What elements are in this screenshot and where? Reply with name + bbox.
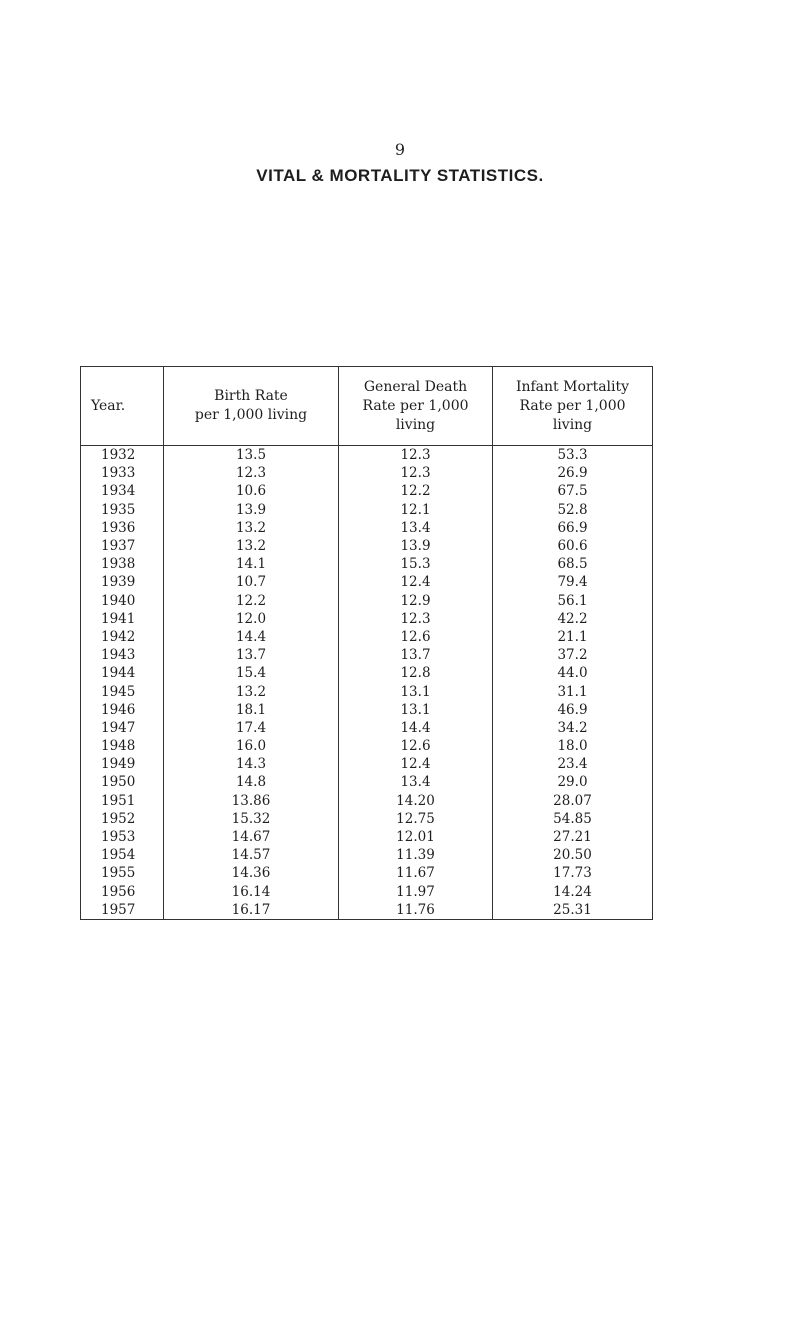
cell-birth-rate: 18.1 [164,701,339,719]
cell-death-rate: 13.7 [339,646,493,664]
cell-death-rate: 12.1 [339,501,493,519]
cell-year: 1953 [101,829,136,846]
cell-birth-rate: 14.8 [164,773,339,791]
cell-year: 1939 [101,574,136,591]
cell-birth-rate: 14.67 [164,828,339,846]
page-title: VITAL & MORTALITY STATISTICS. [256,166,544,185]
table-row [81,828,653,846]
table-row [81,555,653,573]
table-row [81,883,653,901]
cell-infant-mortality: 26.9 [493,464,653,482]
cell-infant-mortality: 44.0 [493,664,653,682]
cell-infant-mortality: 17.73 [493,864,653,882]
cell-year: 1955 [101,865,136,882]
cell-infant-mortality: 14.24 [493,883,653,901]
cell-year: 1941 [101,610,136,627]
cell-year: 1940 [101,592,136,609]
cell-infant-mortality: 79.4 [493,573,653,591]
cell-death-rate: 12.9 [339,592,493,610]
cell-birth-rate: 12.3 [164,464,339,482]
table-row [81,664,653,682]
cell-year: 1954 [101,847,136,864]
header-infant-line-1: Infant Mortality [515,378,630,395]
cell-death-rate: 14.20 [339,792,493,810]
cell-birth-rate: 17.4 [164,719,339,737]
cell-year: 1947 [101,719,136,736]
header-death-line-2: Rate per 1,000 [362,397,469,414]
cell-infant-mortality: 21.1 [493,628,653,646]
cell-birth-rate: 13.2 [164,537,339,555]
table-row [81,464,653,482]
cell-birth-rate: 15.4 [164,664,339,682]
table-row [81,592,653,610]
table-row [81,573,653,591]
cell-birth-rate: 16.17 [164,901,339,920]
table-row [81,682,653,700]
cell-birth-rate: 12.0 [164,610,339,628]
cell-infant-mortality: 23.4 [493,755,653,773]
cell-year: 1956 [101,883,136,900]
cell-year: 1937 [101,538,136,555]
header-infant-line-2: Rate per 1,000 [519,397,626,414]
cell-infant-mortality: 54.85 [493,810,653,828]
cell-infant-mortality: 31.1 [493,682,653,700]
cell-birth-rate: 12.2 [164,592,339,610]
cell-infant-mortality: 37.2 [493,646,653,664]
table-row [81,519,653,537]
cell-birth-rate: 14.1 [164,555,339,573]
cell-infant-mortality: 27.21 [493,828,653,846]
cell-death-rate: 12.6 [339,628,493,646]
cell-infant-mortality: 56.1 [493,592,653,610]
cell-infant-mortality: 18.0 [493,737,653,755]
cell-death-rate: 12.2 [339,482,493,500]
cell-birth-rate: 13.9 [164,501,339,519]
table-row [81,537,653,555]
page-number: 9 [394,140,406,159]
cell-death-rate: 13.1 [339,701,493,719]
header-birth-line-2: per 1,000 living [194,407,308,423]
cell-birth-rate: 13.7 [164,646,339,664]
cell-year: 1944 [101,665,136,682]
cell-infant-mortality: 25.31 [493,901,653,920]
cell-birth-rate: 10.7 [164,573,339,591]
cell-birth-rate: 16.0 [164,737,339,755]
table-row [81,482,653,500]
table-row [81,646,653,664]
cell-death-rate: 13.4 [339,773,493,791]
cell-year: 1936 [101,519,136,536]
header-birth-rate [164,367,339,446]
header-death-line-1: General Death [363,378,468,395]
cell-death-rate: 13.9 [339,537,493,555]
header-birth-line-1: Birth Rate [214,388,288,404]
cell-death-rate: 11.39 [339,846,493,864]
cell-infant-mortality: 67.5 [493,482,653,500]
cell-year: 1952 [101,810,136,827]
cell-year: 1951 [101,792,136,809]
table-row [81,773,653,791]
table-header-row [81,367,653,446]
table-row [81,701,653,719]
header-year [81,367,164,446]
cell-death-rate: 11.97 [339,883,493,901]
cell-year: 1932 [101,447,136,464]
cell-death-rate: 12.4 [339,573,493,591]
table-row [81,610,653,628]
table-row [81,792,653,810]
cell-birth-rate: 13.86 [164,792,339,810]
cell-birth-rate: 16.14 [164,883,339,901]
table-row [81,846,653,864]
table-row [81,719,653,737]
table-row [81,737,653,755]
cell-infant-mortality: 52.8 [493,501,653,519]
cell-infant-mortality: 29.0 [493,773,653,791]
cell-birth-rate: 14.4 [164,628,339,646]
cell-infant-mortality: 68.5 [493,555,653,573]
cell-death-rate: 12.3 [339,610,493,628]
table-row [81,755,653,773]
table-row [81,628,653,646]
table-row [81,864,653,882]
cell-infant-mortality: 66.9 [493,519,653,537]
cell-year: 1942 [101,628,136,645]
cell-year: 1934 [101,483,136,500]
cell-death-rate: 12.3 [339,446,493,465]
cell-year: 1933 [101,465,136,482]
table-row [81,810,653,828]
header-death-line-3: living [395,416,436,433]
cell-birth-rate: 13.2 [164,519,339,537]
cell-infant-mortality: 34.2 [493,719,653,737]
cell-infant-mortality: 42.2 [493,610,653,628]
cell-death-rate: 12.4 [339,755,493,773]
cell-year: 1943 [101,647,136,664]
cell-birth-rate: 15.32 [164,810,339,828]
header-year-label: Year. [91,397,126,414]
table-body [81,446,653,920]
statistics-table [80,366,653,920]
cell-infant-mortality: 20.50 [493,846,653,864]
cell-infant-mortality: 53.3 [493,446,653,465]
table-row [81,446,653,465]
cell-birth-rate: 10.6 [164,482,339,500]
cell-year: 1935 [101,501,136,518]
cell-year: 1949 [101,756,136,773]
table-row [81,501,653,519]
cell-infant-mortality: 28.07 [493,792,653,810]
header-infant-line-3: living [552,416,593,433]
cell-death-rate: 13.4 [339,519,493,537]
cell-infant-mortality: 60.6 [493,537,653,555]
cell-death-rate: 13.1 [339,682,493,700]
header-death-rate [339,367,493,446]
cell-death-rate: 11.76 [339,901,493,920]
cell-year: 1938 [101,556,136,573]
table-row [81,901,653,920]
cell-birth-rate: 14.36 [164,864,339,882]
cell-death-rate: 14.4 [339,719,493,737]
cell-birth-rate: 13.5 [164,446,339,465]
cell-year: 1948 [101,738,136,755]
cell-death-rate: 12.3 [339,464,493,482]
cell-year: 1950 [101,774,136,791]
cell-year: 1946 [101,701,136,718]
cell-death-rate: 12.8 [339,664,493,682]
cell-death-rate: 12.6 [339,737,493,755]
cell-year: 1945 [101,683,136,700]
cell-birth-rate: 14.3 [164,755,339,773]
cell-birth-rate: 14.57 [164,846,339,864]
statistics-table-container [80,366,652,920]
cell-birth-rate: 13.2 [164,682,339,700]
cell-death-rate: 12.75 [339,810,493,828]
cell-death-rate: 11.67 [339,864,493,882]
cell-death-rate: 15.3 [339,555,493,573]
header-infant-mortality [493,367,653,446]
cell-infant-mortality: 46.9 [493,701,653,719]
cell-year: 1957 [101,901,136,918]
cell-death-rate: 12.01 [339,828,493,846]
